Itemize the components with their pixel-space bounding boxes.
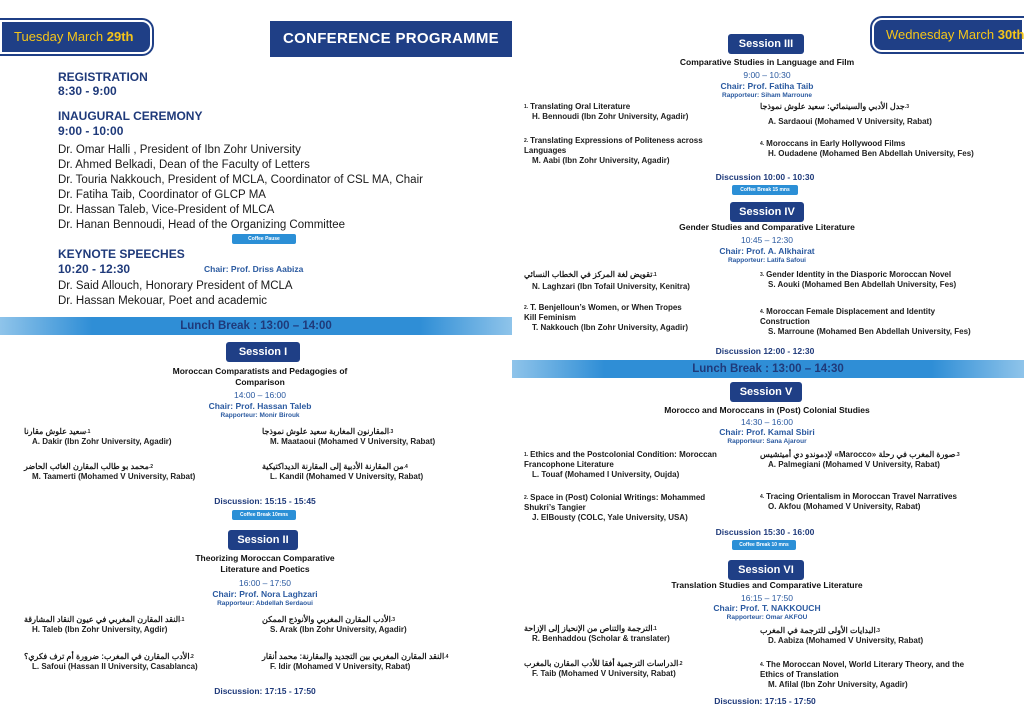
session-3-paper-4	[760, 139, 1020, 159]
session-3-title: Comparative Studies in Language and Film	[679, 57, 855, 67]
paper-author: F. Taib (Mohamed V University, Rabat)	[532, 669, 676, 678]
paper-number: 3.	[904, 104, 910, 110]
paper-title: Translating Oral Literature	[530, 102, 631, 111]
paper-number: 3.	[955, 452, 960, 458]
session-6-time: 16:15 – 17:50	[741, 593, 793, 603]
session-4-title: Gender Studies and Comparative Literature	[679, 222, 855, 232]
paper-author: M. Afilal (Ibn Zohr University, Agadir)	[768, 680, 908, 689]
session-5-chair: Chair: Prof. Kamal Sbiri	[719, 427, 815, 437]
session-3-coffee-badge: Coffee Break 15 mns	[732, 185, 798, 195]
paper-number: 4.	[760, 662, 765, 668]
paper-number: 1.	[524, 104, 529, 110]
paper-number: 2.	[524, 495, 529, 501]
session-2-paper-1	[24, 615, 234, 635]
keynote-time: 10:20 - 12:30	[58, 262, 131, 276]
session-1-title	[100, 366, 420, 388]
paper-title: الأدب المقارن في المغرب: ضرورة أم ترف فكري؟	[24, 652, 190, 661]
session-2-paper-4	[262, 652, 492, 672]
session-1-chair: Chair: Prof. Hassan Taleb	[208, 401, 312, 411]
paper-title: Moroccans in Early Hollywood Films	[766, 139, 906, 148]
paper-author: S. Marroune (Mohamed Ben Abdellah University, Fes)	[768, 327, 971, 336]
inaugural-speaker: Dr. Hassan Taleb, Vice-President of MLCA	[58, 204, 275, 216]
session-4-time: 10:45 – 12:30	[741, 235, 793, 245]
session-2-paper-2	[24, 652, 244, 672]
session-1-paper-3	[262, 427, 472, 447]
paper-title: النقد المقارن المغربي في عيون النقاد المشارقة	[24, 615, 181, 624]
paper-author: M. Taamerti (Mohamed V University, Rabat)	[32, 472, 196, 481]
coffee-pause-badge: Coffee Pause	[232, 234, 296, 244]
paper-number: 2.	[678, 661, 683, 667]
paper-title: محمد بو طالب المقارن الغائب الحاضر	[24, 462, 149, 471]
paper-number: 1.	[652, 626, 657, 632]
paper-title: Translating Expressions of Politeness across Languages	[524, 136, 703, 155]
registration-time: 8:30 - 9:00	[58, 84, 117, 98]
keynote-speaker-list	[58, 279, 293, 309]
session-6-label: Session VI	[728, 560, 804, 580]
keynote-title: KEYNOTE SPEECHES	[58, 247, 185, 261]
page-title: CONFERENCE PROGRAMME	[270, 21, 512, 57]
session-4-paper-3	[760, 270, 1020, 290]
session-6-paper-1	[524, 624, 754, 644]
session-4-discussion: Discussion 12:00 - 12:30	[715, 346, 815, 356]
session-3-time: 9:00 – 10:30	[743, 70, 791, 80]
paper-author: M. Aabi (Ibn Zohr University, Agadir)	[532, 156, 670, 165]
session-6-rapporteur: Rapporteur: Omar AKFOU	[726, 614, 808, 621]
session-4-chair: Chair: Prof. A. Alkhairat	[719, 246, 815, 256]
paper-author: L. Touaf (Mohamed I University, Oujda)	[532, 470, 680, 479]
session-2-time: 16:00 – 17:50	[239, 578, 291, 588]
paper-title: البدايات الأولى للترجمة في المغرب	[760, 626, 876, 635]
session-1-title-line: Comparison	[235, 377, 285, 387]
session-1-coffee-badge: Coffee Break 10mns	[232, 510, 296, 520]
day2-date-text: Wednesday March	[886, 27, 998, 42]
keynote-speaker: Dr. Hassan Mekouar, Poet and academic	[58, 295, 268, 307]
session-5-time: 14:30 – 16:00	[741, 417, 793, 427]
session-6-discussion: Discussion: 17:15 - 17:50	[714, 696, 816, 706]
session-2-label: Session II	[228, 530, 298, 550]
inaugural-title: INAUGURAL CEREMONY	[58, 109, 203, 123]
paper-author: L. Kandil (Mohamed V University, Rabat)	[270, 472, 424, 481]
paper-author: R. Benhaddou (Scholar & translater)	[532, 634, 670, 643]
session-3-paper-1	[524, 102, 754, 122]
paper-number: 4.	[444, 654, 449, 660]
session-5-paper-4	[760, 492, 1010, 512]
session-2-title-line: Theorizing Moroccan Comparative	[195, 553, 335, 563]
paper-title: Gender Identity in the Diasporic Moroccan Novel	[766, 270, 952, 279]
paper-number: 4.	[760, 309, 765, 315]
session-5-rapporteur: Rapporteur: Sana Ajarour	[727, 438, 807, 445]
paper-number: 3.	[390, 617, 396, 623]
session-4-label: Session IV	[730, 202, 804, 222]
session-3-paper-3	[760, 102, 990, 127]
paper-title: Tracing Orientalism in Moroccan Travel Narratives	[766, 492, 957, 501]
inaugural-speaker: Dr. Omar Halli , President of Ibn Zohr University	[58, 144, 301, 156]
paper-title: The Moroccan Novel, World Literary Theory, and the Ethics of Translation	[760, 660, 965, 679]
lunch-break-day1: Lunch Break : 13:00 – 14:00	[0, 317, 512, 335]
session-5-paper-1	[524, 450, 754, 480]
session-2-discussion: Discussion: 17:15 - 17:50	[214, 686, 316, 696]
paper-title: Moroccan Female Displacement and Identity Construction	[760, 307, 936, 326]
paper-author: A. Dakir (Ibn Zohr University, Agadir)	[32, 437, 172, 446]
inaugural-speaker: Dr. Ahmed Belkadi, Dean of the Faculty of Letters	[58, 159, 310, 171]
paper-title: صورة المغرب في رحلة «Marocco» لإدموندو دي أميتشيس	[760, 450, 956, 459]
paper-author: S. Arak (Ibn Zohr University, Agadir)	[270, 625, 407, 634]
paper-author: H. Taleb (Ibn Zohr University, Agdir)	[32, 625, 168, 634]
paper-author: T. Nakkouch (Ibn Zohr University, Agadir)	[532, 323, 689, 332]
day1-date-num: 29th	[106, 29, 134, 44]
session-1-paper-1	[24, 427, 224, 447]
session-2-title-line: Literature and Poetics	[220, 564, 310, 574]
session-5-label: Session V	[730, 382, 802, 402]
paper-author: O. Akfou (Mohamed V University, Rabat)	[768, 502, 921, 511]
session-6-chair: Chair: Prof. T. NAKKOUCH	[713, 603, 821, 613]
session-5-paper-3	[760, 450, 1010, 470]
session-6-paper-4	[760, 660, 980, 690]
day1-date-text: Tuesday March	[14, 29, 107, 44]
session-4-rapporteur: Rapporteur: Latifa Safoui	[727, 257, 806, 264]
inaugural-time: 9:00 - 10:00	[58, 124, 124, 138]
session-1-title-line: Moroccan Comparatists and Pedagogies of	[172, 366, 348, 376]
registration-title: REGISTRATION	[58, 70, 148, 84]
session-6-paper-3	[760, 626, 1010, 646]
paper-number: 4.	[403, 464, 408, 470]
paper-author: A. Sardaoui (Mohamed V University, Rabat)	[768, 117, 932, 126]
session-1-discussion: Discussion: 15:15 - 15:45	[214, 496, 316, 506]
session-1-rapporteur: Rapporteur: Monir Birouk	[220, 412, 300, 419]
paper-author: M. Maataoui (Mohamed V University, Rabat)	[270, 437, 436, 446]
inaugural-speaker: Dr. Fatiha Taib, Coordinator of GLCP MA	[58, 189, 266, 201]
session-3-label: Session III	[728, 34, 804, 54]
paper-author: L. Safoui (Hassan II University, Casablanca)	[32, 662, 198, 671]
paper-author: F. Idir (Mohamed V University, Rabat)	[270, 662, 411, 671]
day2-date-num: 30th	[997, 27, 1024, 42]
session-4-paper-2	[524, 303, 689, 333]
paper-number: 4.	[760, 494, 765, 500]
paper-title: المقارنون المغاربة سعيد علوش نموذجا	[262, 427, 390, 436]
inaugural-speaker-list	[58, 143, 423, 233]
session-4-paper-1	[524, 270, 754, 292]
session-2-chair: Chair: Prof. Nora Laghzari	[212, 589, 318, 599]
session-1-label: Session I	[226, 342, 300, 362]
paper-number: 4.	[760, 141, 765, 147]
session-3-discussion: Discussion 10:00 - 10:30	[715, 172, 815, 182]
paper-title: جدل الأدبي والسينمائي: سعيد علوش نموذجا	[760, 102, 905, 111]
session-1-paper-2	[24, 462, 224, 482]
session-2-rapporteur: Rapporteur: Abdellah Serdaoui	[217, 600, 313, 607]
paper-title: T. Benjelloun’s Women, or When Tropes Kill Feminism	[524, 303, 682, 322]
paper-title: سعيد علوش مقارنا	[24, 427, 87, 436]
session-1-time: 14:00 – 16:00	[234, 390, 286, 400]
paper-author: H. Oudadene (Mohamed Ben Abdellah University, Fes)	[768, 149, 974, 158]
session-6-title: Translation Studies and Comparative Literature	[671, 580, 863, 590]
paper-number: 2.	[524, 305, 529, 311]
lunch-break-day2: Lunch Break : 13:00 – 14:30	[512, 360, 1024, 378]
paper-number: 2.	[189, 654, 194, 660]
session-5-coffee-badge: Coffee Break 10 mns	[732, 540, 796, 550]
day1-date-tab	[0, 20, 152, 54]
inaugural-speaker: Dr. Touria Nakkouch, President of MCLA, Coordinator of CSL MA, Chair	[58, 174, 423, 186]
paper-title: تقويض لغة المركز في الخطاب النسائي	[524, 270, 653, 279]
paper-title: الأدب المقارن المغربي والأنوذج الممكن	[262, 615, 391, 624]
session-5-discussion: Discussion 15:30 - 16:00	[715, 527, 815, 537]
paper-title: النقد المقارن المغربي بين التجديد والمقارنة: محمد أنقار	[262, 652, 445, 661]
paper-number: 1.	[652, 272, 657, 278]
paper-title: الترجمة والتناص من الإنحياز إلى الإزاحة	[524, 624, 653, 633]
session-2-title	[100, 553, 430, 575]
paper-title: الدراسات الترجمية أفقا للأدب المقارن بالمغرب	[524, 659, 679, 668]
paper-number: 1.	[180, 617, 185, 623]
paper-number: 3.	[760, 272, 765, 278]
paper-number: 1.	[524, 452, 529, 458]
keynote-speaker: Dr. Said Allouch, Honorary President of MCLA	[58, 280, 293, 292]
keynote-chair: Chair: Prof. Driss Aabiza	[204, 264, 304, 274]
paper-author: N. Laghzari (Ibn Tofail University, Kenitra)	[532, 282, 690, 291]
session-6-paper-2	[524, 659, 754, 679]
paper-number: 3.	[389, 429, 394, 435]
paper-author: A. Palmegiani (Mohamed V University, Rabat)	[768, 460, 940, 469]
paper-author: D. Aabiza (Mohamed V University, Rabat)	[768, 636, 924, 645]
session-3-rapporteur: Rapporteur: Siham Marroune	[722, 92, 812, 99]
day2-date-tab	[872, 18, 1024, 52]
paper-author: H. Bennoudi (Ibn Zohr University, Agadir)	[532, 112, 689, 121]
session-3-paper-2	[524, 136, 744, 166]
paper-number: 2.	[148, 464, 154, 470]
session-5-paper-2	[524, 493, 734, 523]
session-4-paper-4	[760, 307, 985, 337]
paper-title: Space in (Post) Colonial Writings: Mohammed Shukri’s Tangier	[524, 493, 706, 512]
paper-author: J. ElBousty (COLC, Yale University, USA)	[532, 513, 688, 522]
paper-author: S. Aouki (Mohamed Ben Abdellah University, Fes)	[768, 280, 957, 289]
paper-title: Ethics and the Postcolonial Condition: Moroccan Francophone Literature	[524, 450, 717, 469]
paper-number: 1.	[86, 429, 91, 435]
session-3-chair: Chair: Prof. Fatiha Taib	[720, 81, 814, 91]
inaugural-speaker: Dr. Hanan Bennoudi, Head of the Organizing Committee	[58, 219, 346, 231]
paper-number: 2.	[524, 138, 529, 144]
session-5-title: Morocco and Moroccans in (Post) Colonial Studies	[664, 405, 870, 415]
paper-number: 3.	[875, 628, 880, 634]
session-2-paper-3	[262, 615, 472, 635]
session-1-paper-4	[262, 462, 472, 482]
paper-title: من المقارنة الأدبية إلى المقارنة الديداكتيكية	[262, 462, 404, 471]
